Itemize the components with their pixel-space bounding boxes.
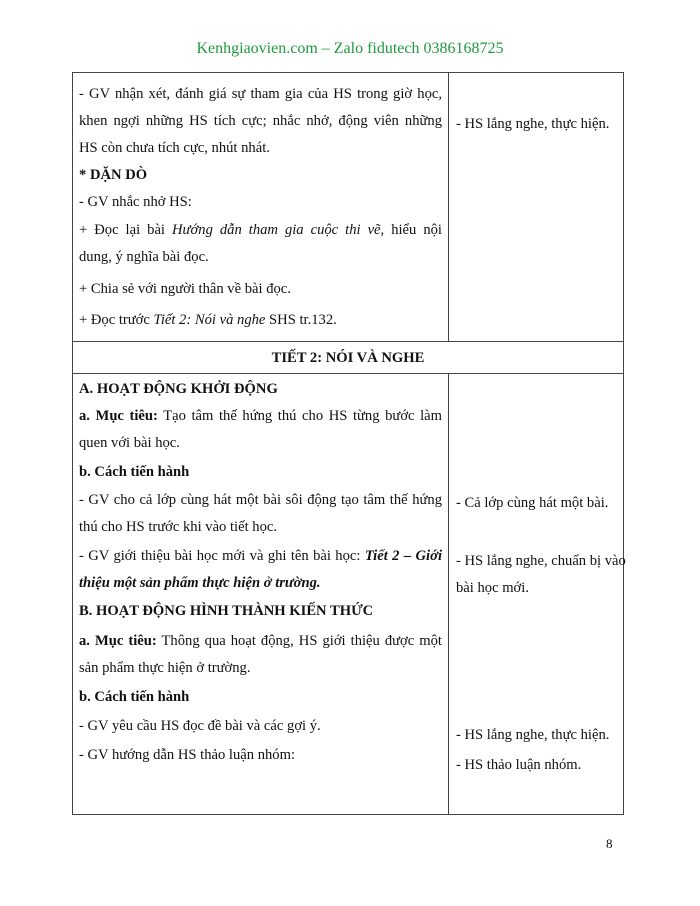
- text-line: thú cho HS trước khi vào tiết học.: [79, 519, 278, 535]
- bold-italic-title: Tiết 2 – Giới: [364, 548, 442, 564]
- text-line: - GV nhắc nhở HS:: [79, 194, 192, 210]
- text-line: - GV nhận xét, đánh giá sự tham gia của HS trong giờ học,: [79, 86, 442, 102]
- text-line: + Chia sẻ với người thân về bài đọc.: [79, 281, 291, 297]
- table-row: [73, 342, 624, 374]
- text-span: - GV giới thiệu bài học mới và ghi tên bài học:: [79, 548, 365, 564]
- text-line: - Cả lớp cùng hát một bài.: [456, 495, 609, 511]
- text-span: Thông qua hoạt động, HS giới thiệu được một: [156, 633, 442, 649]
- section-heading: A. HOẠT ĐỘNG KHỞI ĐỘNG: [79, 381, 278, 397]
- text-line: - HS lắng nghe, chuẩn bị vào: [456, 553, 626, 569]
- text-line: - HS lắng nghe, thực hiện.: [456, 116, 610, 132]
- section-heading: * DẶN DÒ: [79, 167, 148, 183]
- text-line: - GV yêu cầu HS đọc đề bài và các gợi ý.: [79, 718, 321, 734]
- italic-title: Hướng dẫn tham gia cuộc thi vẽ: [171, 222, 381, 238]
- text-line: - HS thảo luận nhóm.: [456, 757, 582, 773]
- italic-title: Tiết 2: Nói và nghe: [153, 312, 266, 328]
- text-line: [79, 307, 442, 334]
- text-span: SHS tr.132.: [265, 312, 337, 328]
- text-line: - HS lắng nghe, thực hiện.: [456, 727, 610, 743]
- subheading: b. Cách tiến hành: [79, 464, 190, 480]
- teacher-cell: [73, 374, 449, 815]
- text-span: Tạo tâm thế hứng thú cho HS từng bước làm: [157, 408, 442, 424]
- text-line: - GV hướng dẫn HS thảo luận nhóm:: [79, 747, 296, 763]
- text-span: + Đọc lại bài: [79, 222, 172, 238]
- bold-label: a. Mục tiêu:: [79, 633, 157, 649]
- table-row: [73, 374, 624, 815]
- student-cell: [449, 73, 624, 342]
- lesson-table: [72, 72, 624, 815]
- text-line: bài học mới.: [456, 580, 529, 596]
- lesson-title: TIẾT 2: NÓI VÀ NGHE: [271, 350, 425, 366]
- text-line: quen với bài học.: [79, 435, 180, 451]
- text-line: [79, 628, 442, 655]
- teacher-cell: [73, 73, 449, 342]
- text-line: HS còn chưa tích cực, nhút nhát.: [79, 140, 270, 156]
- student-cell: [449, 374, 624, 815]
- text-line: [79, 217, 442, 244]
- page-header: Kenhgiaovien.com – Zalo fidutech 0386168725: [196, 40, 504, 57]
- text-line: khen ngợi những HS tích cực; nhắc nhở, động viên những: [79, 113, 442, 129]
- text-span: + Đọc trước: [79, 312, 154, 328]
- text-line: [79, 403, 442, 430]
- bold-label: a. Mục tiêu:: [79, 408, 158, 424]
- table-row: [73, 73, 624, 342]
- text-span: , hiểu nội: [380, 222, 442, 238]
- text-line: [79, 543, 442, 570]
- page-number: 8: [606, 836, 613, 851]
- subheading: b. Cách tiến hành: [79, 689, 190, 705]
- section-heading: B. HOẠT ĐỘNG HÌNH THÀNH KIẾN THỨC: [79, 603, 374, 619]
- text-line: thiệu một sản phẩm thực hiện ở trường.: [79, 575, 321, 591]
- text-line: sản phẩm thực hiện ở trường.: [79, 660, 251, 676]
- section-title-cell: [73, 342, 624, 374]
- text-line: - GV cho cả lớp cùng hát một bài sôi động tạo tâm thế hứng: [79, 492, 442, 508]
- text-line: dung, ý nghĩa bài đọc.: [79, 249, 209, 265]
